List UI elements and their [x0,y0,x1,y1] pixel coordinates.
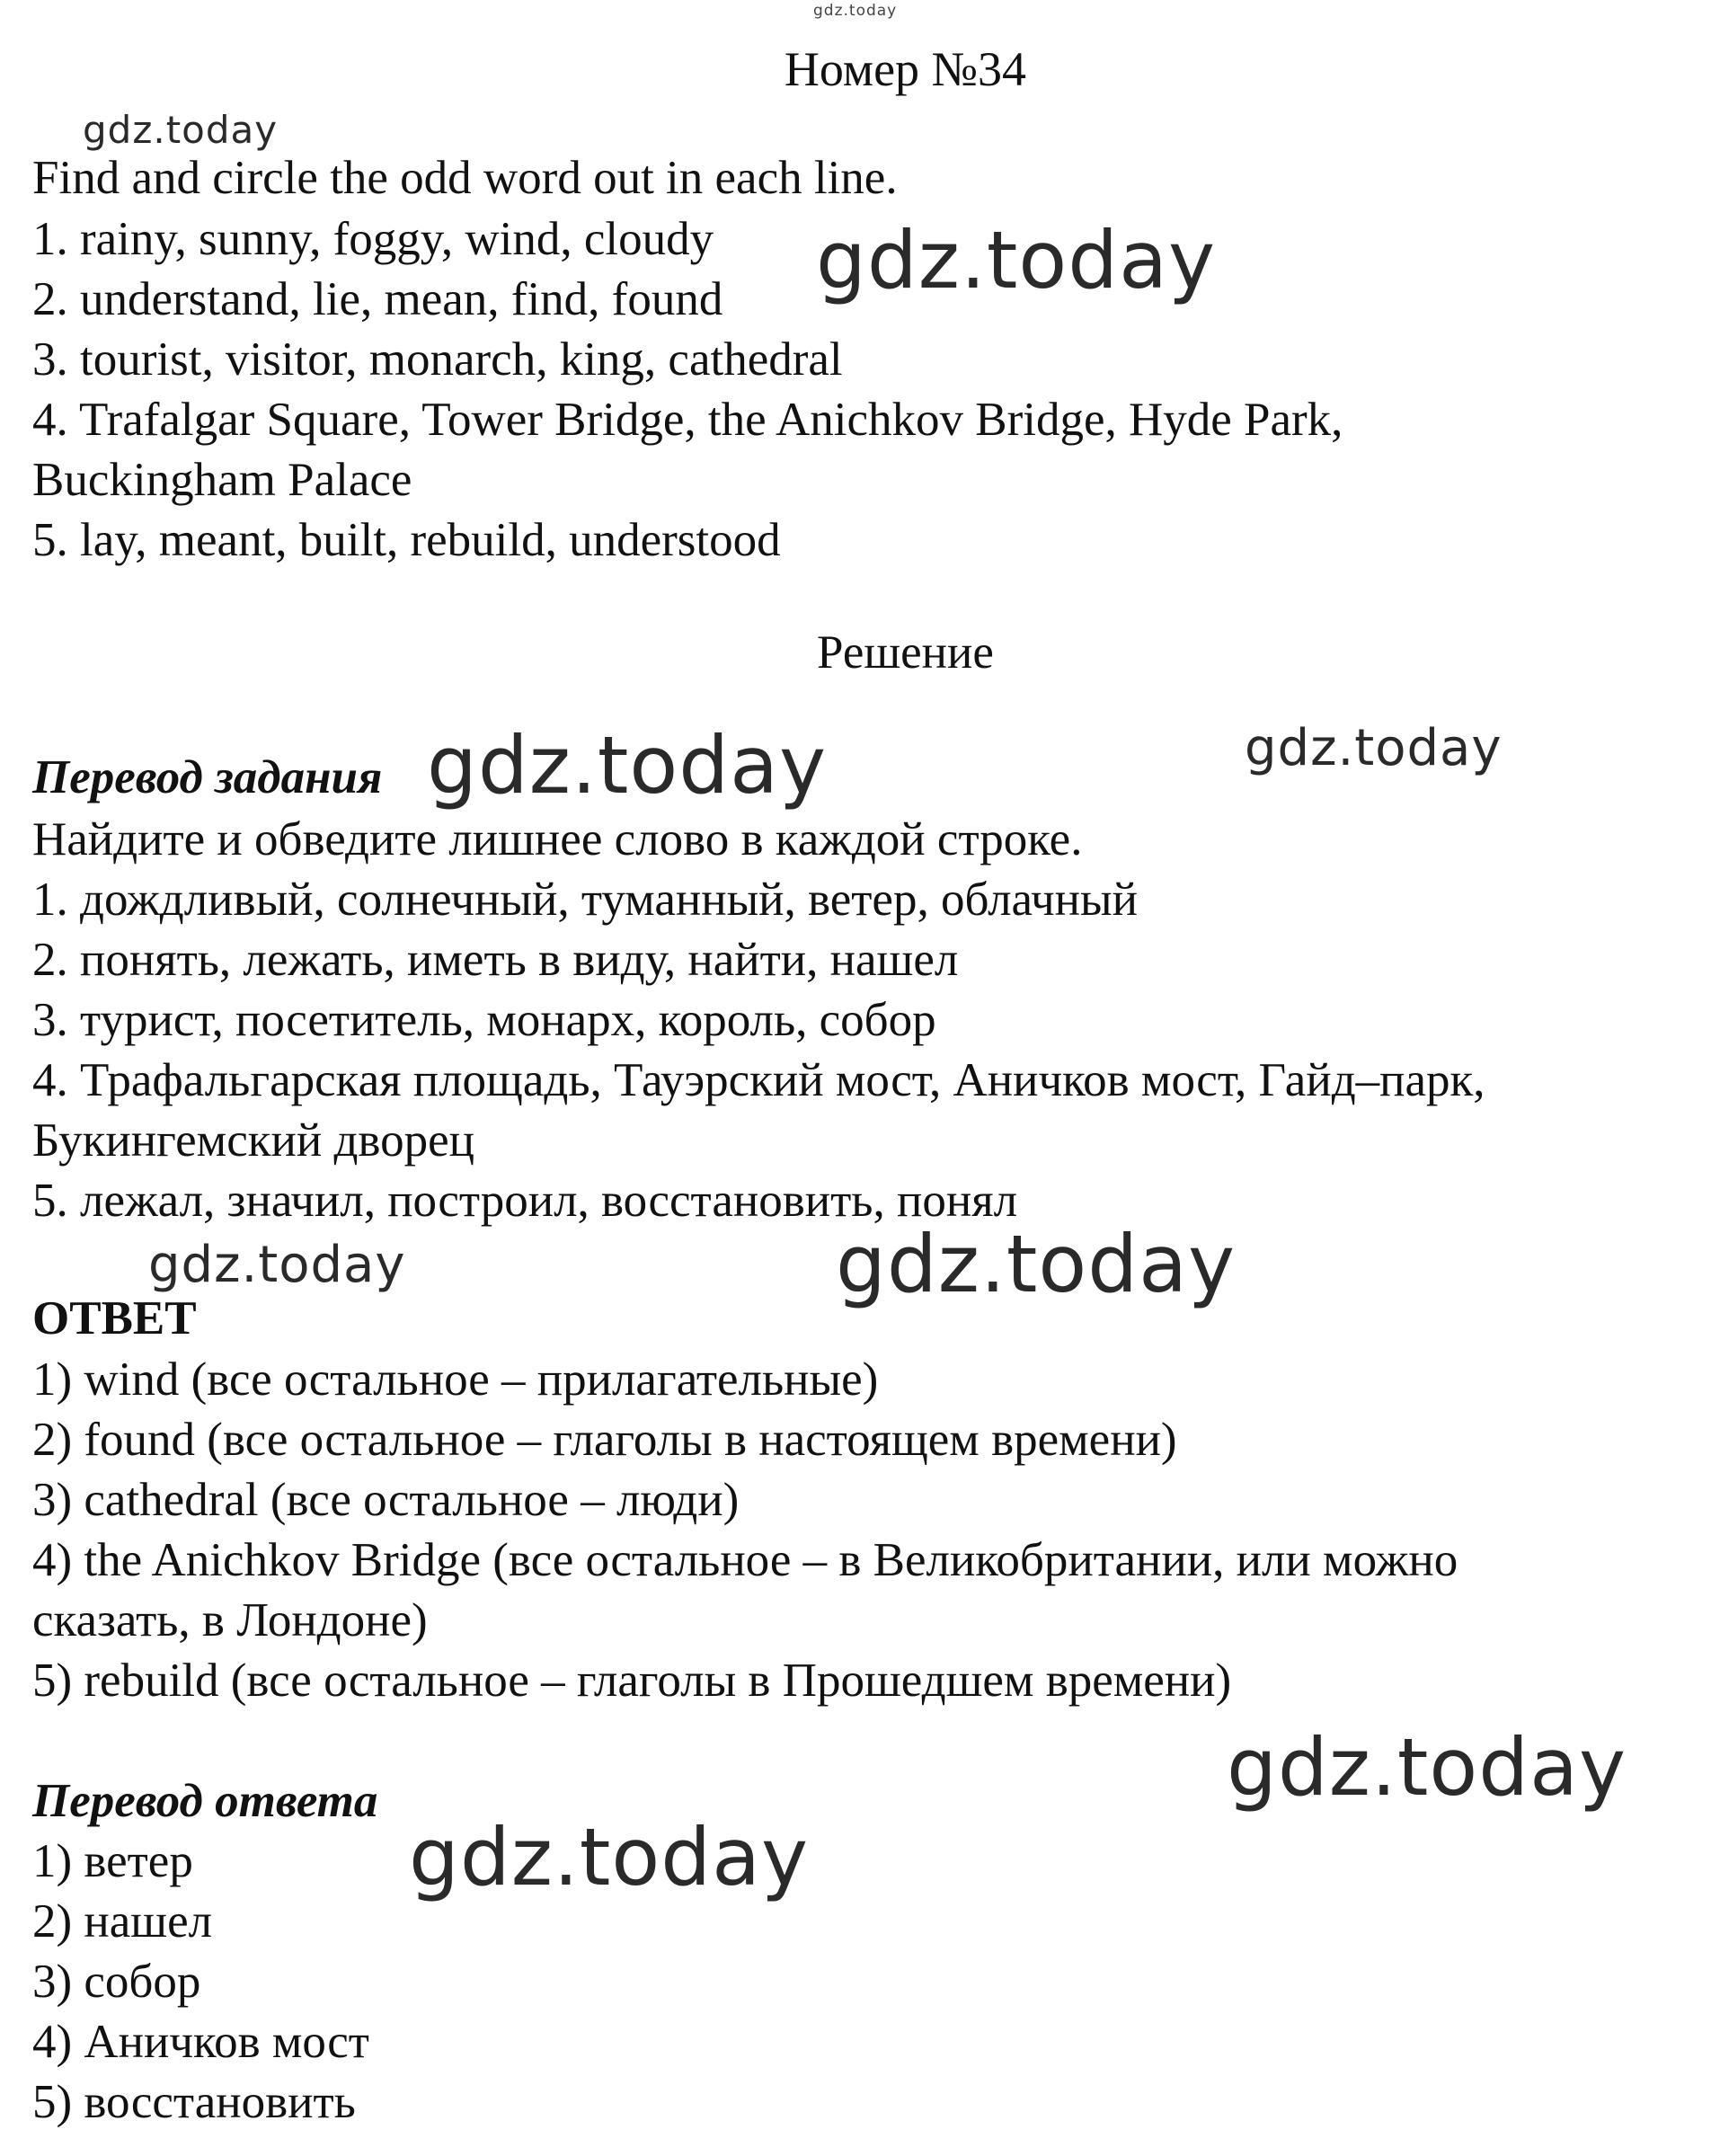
watermark: gdz.today [427,719,828,812]
task-line: 2. understand, lie, mean, find, found [32,273,723,325]
task-instruction: Find and circle the odd word out in each line. [32,152,898,204]
answer-line: 1) wind (все остальное – прилагательные) [32,1353,879,1406]
answer-line: 3) cathedral (все остальное – люди) [32,1474,740,1526]
task-line: 5. lay, meant, built, rebuild, understood [32,514,781,566]
answer-translation-line: 1) ветер [32,1835,193,1887]
answer-translation-line: 2) нашел [32,1895,213,1947]
answer-translation-heading: Перевод ответа [32,1775,378,1827]
task-line: 1. rainy, sunny, foggy, wind, cloudy [32,213,714,265]
answer-line: 2) found (все остальное – глаголы в настоящем времени) [32,1414,1177,1466]
translation-heading: Перевод задания [32,751,383,803]
translation-line: 3. турист, посетитель, монарх, король, собор [32,994,936,1046]
answer-translation-line: 4) Аничков мост [32,2016,369,2068]
watermark-top: gdz.today [813,2,898,20]
solution-label: Решение [817,626,994,679]
translation-line: 2. понять, лежать, иметь в виду, найти, нашел [32,934,959,986]
answer-line: 4) the Anichkov Bridge (все остальное – в Великобритании, или можно [32,1534,1458,1586]
task-line: Buckingham Palace [32,454,412,506]
watermark: gdz.today [83,108,279,152]
task-line: 3. tourist, visitor, monarch, king, cathedral [32,333,843,386]
answer-line: сказать, в Лондоне) [32,1594,428,1646]
watermark: gdz.today [148,1236,406,1294]
watermark: gdz.today [1245,719,1503,777]
translation-line: 4. Трафальгарская площадь, Тауэрский мост, Аничков мост, Гайд–парк, [32,1054,1485,1106]
task-line: 4. Trafalgar Square, Tower Bridge, the Anichkov Bridge, Hyde Park, [32,394,1343,446]
translation-instruction: Найдите и обведите лишнее слово в каждой строке. [32,813,1083,865]
translation-line: 5. лежал, значил, построил, восстановить, понял [32,1175,1018,1227]
watermark: gdz.today [836,1218,1237,1310]
page-title: Номер №34 [784,42,1027,96]
answer-heading: ОТВЕТ [32,1292,197,1344]
translation-line: 1. дождливый, солнечный, туманный, ветер, облачный [32,874,1138,926]
watermark: gdz.today [816,214,1217,306]
translation-line: Букингемский дворец [32,1114,474,1167]
watermark: gdz.today [409,1811,810,1903]
answer-line: 5) rebuild (все остальное – глаголы в Прошедшем времени) [32,1655,1232,1707]
watermark: gdz.today [1227,1721,1627,1814]
answer-translation-line: 3) собор [32,1956,201,2008]
answer-translation-line: 5) восстановить [32,2076,356,2128]
